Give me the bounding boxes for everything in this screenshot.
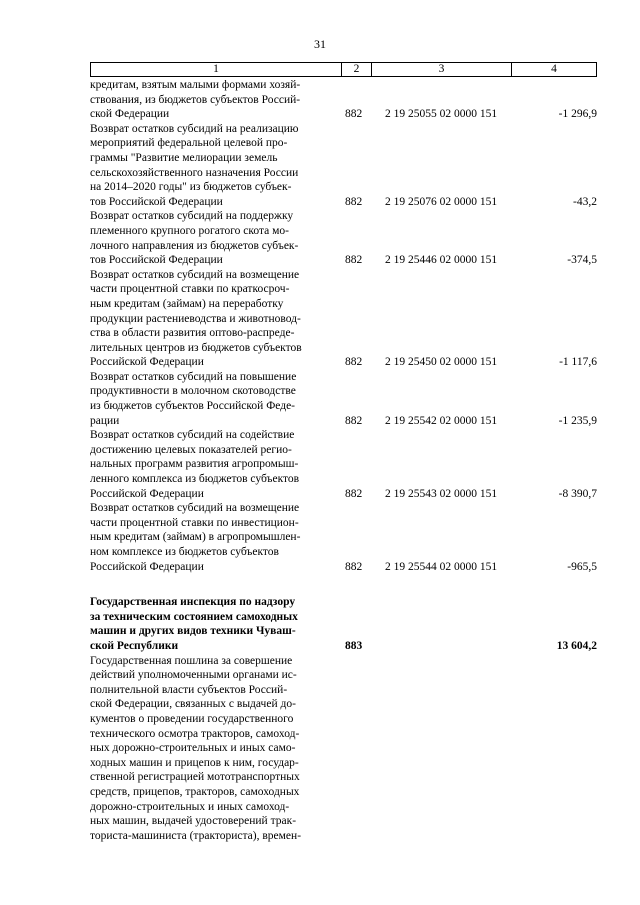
budget-code: 2 19 25542 02 0000 151 <box>385 414 498 427</box>
description-line: на 2014–2020 годы" из бюджетов субъек- <box>90 181 292 194</box>
description-line: Возврат остатков субсидий на повышение <box>90 370 297 383</box>
admin-code: 882 <box>345 356 363 369</box>
budget-code: 2 19 25446 02 0000 151 <box>385 254 498 267</box>
description-line: средств, прицепов, тракторов, самоходных <box>90 785 300 798</box>
amount: -374,5 <box>567 254 597 267</box>
admin-code: 882 <box>345 414 363 427</box>
table-row <box>90 501 597 574</box>
description-line: Возврат остатков субсидий на возмещение <box>90 502 300 515</box>
description-line: Государственная инспекция по надзору <box>90 596 296 609</box>
description-line: ской Федерации, связанных с выдачей до- <box>90 698 296 711</box>
description-line: лительных центров из бюджетов субъектов <box>90 341 302 354</box>
description-line: тов Российской Федерации <box>90 195 223 208</box>
table-header <box>90 62 597 77</box>
description-line: полнительной власти субъектов Россий- <box>90 683 288 696</box>
description-line: части процентной ставки по инвестицион- <box>90 516 299 529</box>
section-row <box>90 595 597 653</box>
description-line: ным кредитам (займам) в агропромышлен- <box>90 531 301 544</box>
description-line: Возврат остатков субсидий на содействие <box>90 429 295 442</box>
description-line: ства в области развития оптово-распреде- <box>90 327 295 340</box>
header-col-2: 2 <box>342 63 372 76</box>
amount: -8 390,7 <box>558 487 597 500</box>
amount: -1 235,9 <box>558 414 597 427</box>
description-line: ской Федерации <box>90 108 170 121</box>
description-line: Государственная пошлина за совершение <box>90 654 293 667</box>
admin-code: 882 <box>345 487 363 500</box>
table-row <box>90 654 597 844</box>
amount: -1 117,6 <box>559 356 597 369</box>
description-line: технического осмотра тракторов, самоход- <box>90 727 300 740</box>
amount: -1 296,9 <box>558 108 597 121</box>
description-line: ных дорожно-строительных и иных само- <box>90 742 296 755</box>
description-line: ториста-машиниста (тракториста), времен- <box>90 829 302 842</box>
budget-code: 2 19 25544 02 0000 151 <box>385 560 498 573</box>
budget-code: 2 19 25055 02 0000 151 <box>385 108 498 121</box>
row-description <box>90 595 332 653</box>
description-line: нальных программ развития агропромыш- <box>90 458 299 471</box>
admin-code: 882 <box>345 254 363 267</box>
description-line: достижению целевых показателей регио- <box>90 443 292 456</box>
description-line: племенного крупного рогатого скота мо- <box>90 224 289 237</box>
description-line: дорожно-строительных и иных самоход- <box>90 800 290 813</box>
description-line: действий уполномоченными органами ис- <box>90 669 297 682</box>
row-description <box>90 428 332 501</box>
description-line: рации <box>90 414 120 427</box>
description-line: тов Российской Федерации <box>90 254 223 267</box>
budget-code: 2 19 25543 02 0000 151 <box>385 487 498 500</box>
description-line: кументов о проведении государственного <box>90 712 294 725</box>
description-line: ходных машин и прицепов к ним, государ- <box>90 756 299 769</box>
description-line: ным кредитам (займам) на переработку <box>90 297 284 310</box>
table-row <box>90 428 597 501</box>
description-line: продукции растениеводства и животновод- <box>90 312 301 325</box>
row-description <box>90 501 332 574</box>
description-line: Возврат остатков субсидий на возмещение <box>90 268 300 281</box>
description-line: части процентной ставки по краткосроч- <box>90 283 290 296</box>
admin-code: 883 <box>345 639 363 652</box>
description-line: Российской Федерации <box>90 487 204 500</box>
description-line: граммы "Развитие мелиорации земель <box>90 151 278 164</box>
budget-code: 2 19 25450 02 0000 151 <box>385 356 498 369</box>
table-row <box>90 78 597 122</box>
admin-code: 882 <box>345 195 363 208</box>
description-line: сельскохозяйственного назначения России <box>90 166 299 179</box>
description-line: Российской Федерации <box>90 356 204 369</box>
header-col-3: 3 <box>372 63 512 76</box>
table-row <box>90 268 597 370</box>
description-line: продуктивности в молочном скотоводстве <box>90 385 296 398</box>
row-description <box>90 78 332 122</box>
description-line: ской Республики <box>90 639 179 652</box>
admin-code: 882 <box>345 560 363 573</box>
description-line: ном комплексе из бюджетов субъектов <box>90 546 279 558</box>
budget-code: 2 19 25076 02 0000 151 <box>385 195 498 208</box>
row-description <box>90 370 332 428</box>
row-description <box>90 122 332 210</box>
amount: -965,5 <box>567 560 597 573</box>
table-row <box>90 122 597 210</box>
description-line: машин и других видов техники Чуваш- <box>90 625 296 638</box>
row-description <box>90 209 332 267</box>
description-line: кредитам, взятым малыми формами хозяй- <box>90 79 301 91</box>
description-line: ленного комплекса из бюджетов субъектов <box>90 473 300 486</box>
description-line: лочного направления из бюджетов субъек- <box>90 239 299 252</box>
table-row <box>90 209 597 267</box>
description-line: ственной регистрацией мототранспортных <box>90 771 300 784</box>
header-col-4: 4 <box>551 63 557 75</box>
row-description <box>90 268 332 370</box>
table-row <box>90 370 597 428</box>
page-number: 31 <box>314 37 326 51</box>
description-line: ствования, из бюджетов субъектов Россий- <box>90 93 301 106</box>
description-line: из бюджетов субъектов Российской Феде- <box>90 400 296 413</box>
description-line: Возврат остатков субсидий на поддержку <box>90 210 294 223</box>
description-line: за техническим состоянием самоходных <box>90 610 298 623</box>
admin-code: 882 <box>345 108 363 121</box>
table-body <box>90 78 597 843</box>
amount: 13 604,2 <box>556 639 597 652</box>
row-spacer <box>90 574 597 595</box>
description-line: мероприятий федеральной целевой про- <box>90 137 288 150</box>
amount: -43,2 <box>573 195 597 208</box>
row-description <box>90 654 332 844</box>
description-line: Возврат остатков субсидий на реализацию <box>90 122 299 135</box>
description-line: ных машин, выдачей удостоверений трак- <box>90 815 297 828</box>
header-col-1: 1 <box>91 63 342 76</box>
description-line: Российской Федерации <box>90 560 204 573</box>
